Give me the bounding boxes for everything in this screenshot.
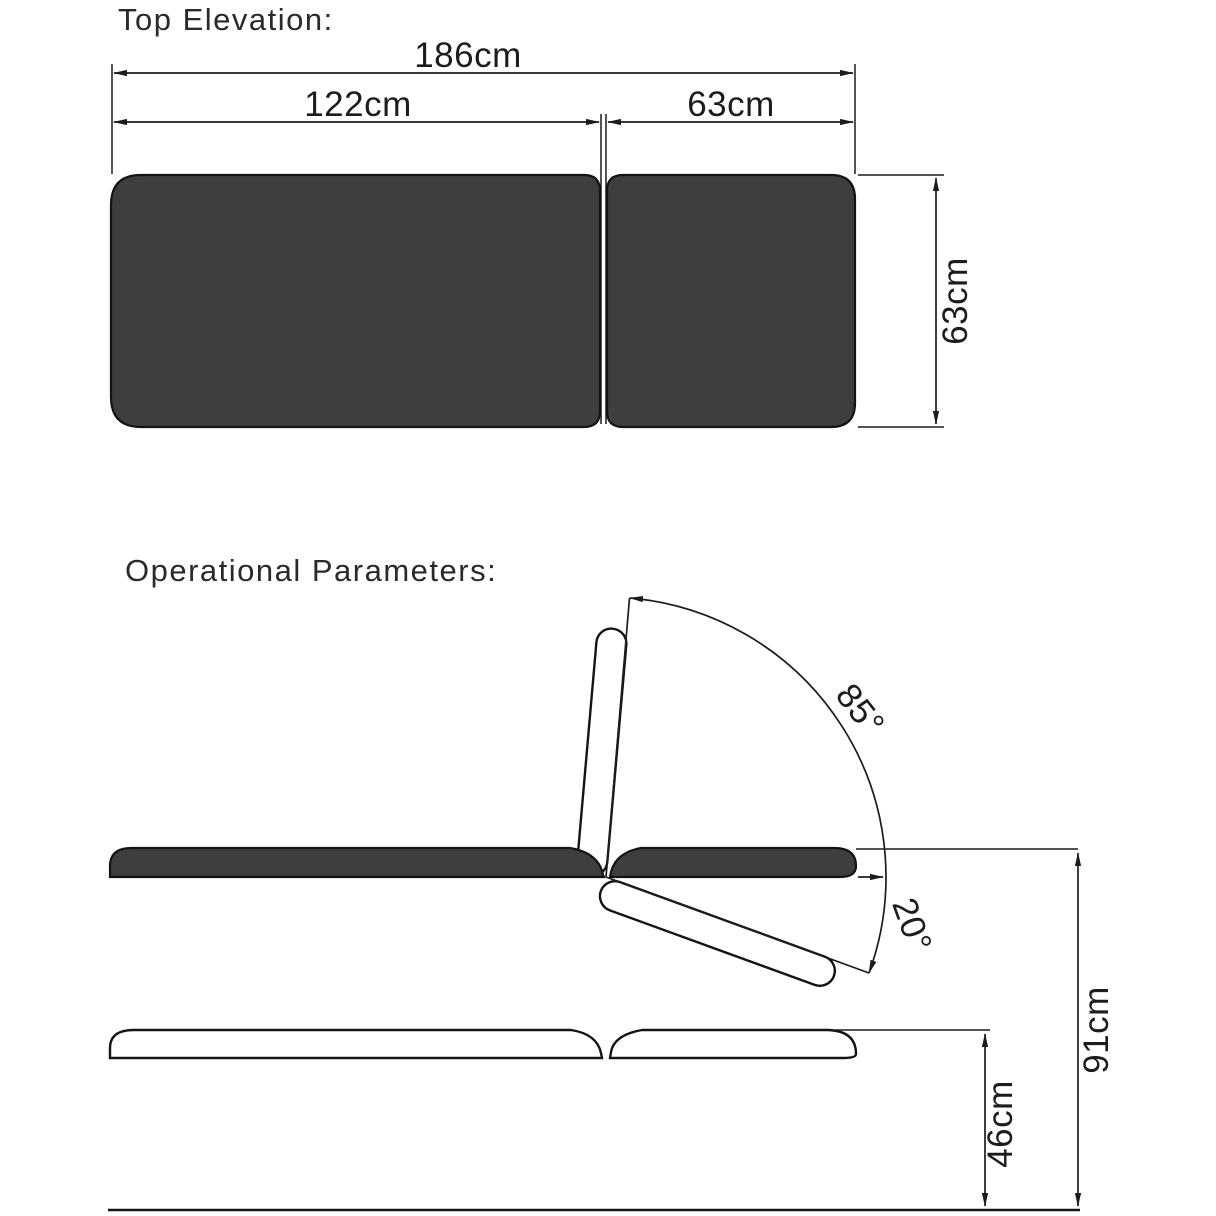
main-section-width-label: 122cm [304,85,412,124]
head-cushion-lowered-outline [610,1030,856,1058]
backrest-angle-label: 85° [827,676,893,744]
main-cushion-side [110,848,604,877]
top-elevation-view [111,2,975,427]
head-cushion-side [610,848,856,877]
top-elevation-title: Top Elevation: [118,2,334,37]
depth-label: 63cm [936,257,975,345]
head-section-width-label: 63cm [687,85,775,124]
backrest-raised-outline [576,627,628,877]
operational-parameters-view [108,553,1116,1210]
main-cushion-plan [111,175,600,427]
legrest-lowered-outline [596,877,839,990]
overall-width-label: 186cm [414,36,522,75]
legrest-angle-label: 20° [884,892,940,958]
backrest-raised-group [576,627,628,877]
head-cushion-plan [607,175,855,427]
legrest-lowered-group [596,877,839,990]
operational-parameters-title: Operational Parameters: [125,553,498,588]
min-height-label: 46cm [981,1080,1020,1168]
max-height-label: 91cm [1077,986,1116,1074]
main-cushion-lowered-outline [110,1030,602,1058]
angle-edge-line-legrest [606,877,869,973]
